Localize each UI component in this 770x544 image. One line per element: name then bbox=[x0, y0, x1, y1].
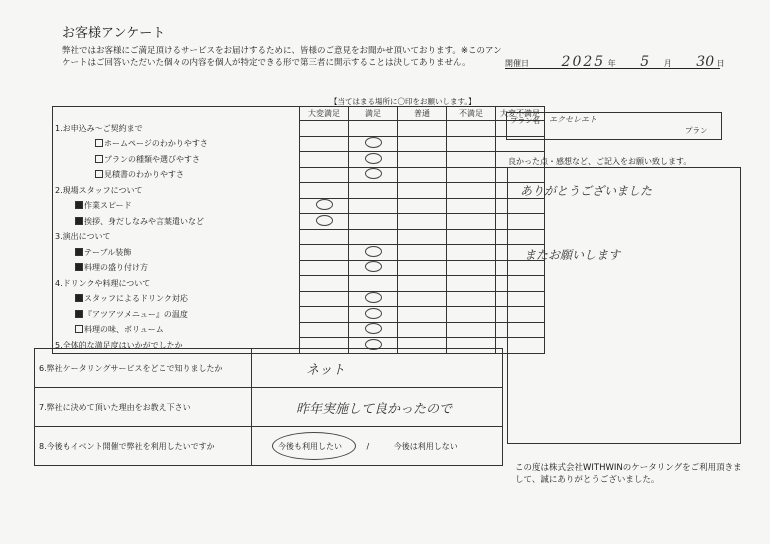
selected-circle-mark bbox=[365, 168, 382, 179]
rating-column-header: 大変満足 bbox=[300, 107, 349, 121]
rating-cell[interactable] bbox=[447, 198, 496, 214]
rating-cell[interactable] bbox=[300, 291, 349, 307]
rating-cell[interactable] bbox=[349, 229, 398, 245]
q8-label: 8.今後もイベント開催で弊社を利用したいですか bbox=[35, 427, 252, 466]
feedback-box[interactable] bbox=[507, 167, 741, 444]
checkbox-icon bbox=[75, 294, 83, 302]
rating-cell[interactable] bbox=[447, 214, 496, 230]
question-cell bbox=[53, 136, 300, 152]
question-row bbox=[53, 121, 545, 137]
checkbox-icon bbox=[95, 155, 103, 163]
rating-cell[interactable] bbox=[349, 322, 398, 338]
question-label: 2.現場スタッフについて bbox=[55, 185, 143, 195]
rating-cell[interactable] bbox=[300, 198, 349, 214]
event-day: 30 bbox=[696, 54, 715, 70]
rating-cell[interactable] bbox=[398, 167, 447, 183]
rating-cell[interactable] bbox=[398, 121, 447, 137]
question-label: 料理の盛り付け方 bbox=[84, 263, 148, 273]
question-cell bbox=[53, 229, 300, 245]
rating-cell[interactable] bbox=[300, 276, 349, 292]
rating-table bbox=[52, 106, 545, 354]
rating-cell[interactable] bbox=[447, 152, 496, 168]
question-cell bbox=[53, 214, 300, 230]
checkbox-icon bbox=[75, 263, 83, 271]
checkbox-icon bbox=[75, 248, 83, 256]
selected-circle-mark bbox=[365, 323, 382, 334]
year-unit: 年 bbox=[607, 59, 616, 68]
selected-circle-mark bbox=[365, 292, 382, 303]
q8-option-yes[interactable] bbox=[278, 442, 345, 451]
q8-option-no[interactable]: 今後は利用しない bbox=[393, 441, 458, 451]
rating-cell[interactable] bbox=[349, 260, 398, 276]
rating-cell[interactable] bbox=[398, 245, 447, 261]
rating-cell[interactable] bbox=[398, 291, 447, 307]
q8-row bbox=[35, 427, 503, 466]
q6-label: 6.弊社ケータリングサービスをどこで知りましたか bbox=[35, 349, 252, 388]
selected-circle-mark bbox=[365, 153, 382, 164]
rating-cell[interactable] bbox=[300, 260, 349, 276]
rating-cell[interactable] bbox=[447, 276, 496, 292]
checkbox-icon bbox=[95, 139, 103, 147]
feedback-label: 良かった点・感想など、ご記入をお願い致します。 bbox=[508, 157, 692, 166]
question-label: スタッフによるドリンク対応 bbox=[84, 294, 188, 304]
checkbox-icon bbox=[75, 325, 83, 333]
question-label: 4.ドリンクや料理について bbox=[55, 278, 151, 288]
rating-cell[interactable] bbox=[349, 214, 398, 230]
q7-answer: 昨年実施して良かったので bbox=[296, 401, 453, 417]
checkbox-icon bbox=[75, 201, 83, 209]
rating-cell[interactable] bbox=[398, 214, 447, 230]
rating-cell[interactable] bbox=[398, 152, 447, 168]
survey-intro: 弊社ではお客様にご満足頂けるサービスをお届けするために、皆様のご意見をお聞かせ頂いております。※このアンケートはご回答いただいた個々の内容を個人が特定できる形で第三者に開示することは決してありません。 bbox=[62, 46, 502, 68]
selected-circle-mark bbox=[316, 199, 333, 210]
checkbox-icon bbox=[75, 310, 83, 318]
rating-cell[interactable] bbox=[398, 183, 447, 199]
event-month: 5 bbox=[640, 54, 650, 70]
day-unit: 日 bbox=[716, 59, 725, 68]
question-cell bbox=[53, 183, 300, 199]
question-cell bbox=[53, 167, 300, 183]
selected-circle-mark bbox=[365, 261, 382, 272]
rating-cell[interactable] bbox=[398, 229, 447, 245]
question-row bbox=[53, 245, 545, 261]
q7-label: 7.弊社に決めて頂いた理由をお教え下さい bbox=[35, 388, 252, 427]
month-unit: 月 bbox=[663, 59, 672, 68]
question-label: 『アツアツメニュー』の温度 bbox=[84, 309, 188, 319]
question-cell bbox=[53, 322, 300, 338]
rating-cell[interactable] bbox=[447, 322, 496, 338]
question-label: 5.全体的な満足度はいかがでしたか bbox=[55, 340, 183, 350]
plan-suffix: プラン bbox=[685, 126, 708, 135]
rating-cell[interactable] bbox=[349, 307, 398, 323]
rating-cell[interactable] bbox=[447, 229, 496, 245]
selected-circle-mark bbox=[365, 308, 382, 319]
checkbox-icon bbox=[75, 217, 83, 225]
rating-column-header: 普通 bbox=[398, 107, 447, 121]
question-cell bbox=[53, 291, 300, 307]
q8-separator: / bbox=[366, 441, 370, 451]
rating-cell[interactable] bbox=[349, 167, 398, 183]
plan-label: プラン名 bbox=[510, 116, 540, 125]
date-underline bbox=[505, 68, 720, 69]
rating-cell[interactable] bbox=[300, 121, 349, 137]
question-row bbox=[53, 183, 545, 199]
survey-title: お客様アンケート bbox=[62, 26, 166, 41]
rating-column-header: 不満足 bbox=[447, 107, 496, 121]
rating-cell[interactable] bbox=[398, 322, 447, 338]
question-label: 挨拶、身だしなみや言葉遣いなど bbox=[84, 216, 204, 226]
checkbox-icon bbox=[95, 170, 103, 178]
rating-cell[interactable] bbox=[300, 245, 349, 261]
open-questions-table bbox=[34, 348, 503, 466]
q6-answer: ネット bbox=[306, 362, 346, 378]
event-year: 2025 bbox=[561, 54, 606, 70]
plan-value: エクセレエト bbox=[549, 115, 597, 124]
rating-column-header: 満足 bbox=[349, 107, 398, 121]
instruction-note: 【当てはまる場所に〇印をお願いします。】 bbox=[330, 97, 476, 106]
question-row bbox=[53, 214, 545, 230]
q6-row bbox=[35, 349, 503, 388]
rating-cell[interactable] bbox=[300, 322, 349, 338]
thanks-message: この度は株式会社WITHWINのケータリングをご利用頂きまして、誠にありがとうございました。 bbox=[515, 463, 742, 485]
rating-cell[interactable] bbox=[349, 136, 398, 152]
question-row bbox=[53, 307, 545, 323]
question-row bbox=[53, 198, 545, 214]
rating-cell[interactable] bbox=[300, 214, 349, 230]
rating-cell[interactable] bbox=[349, 198, 398, 214]
question-label: テーブル装飾 bbox=[84, 247, 132, 257]
selected-circle-mark bbox=[365, 137, 382, 148]
selected-circle-mark bbox=[365, 246, 382, 257]
rating-header-blank bbox=[53, 107, 300, 121]
rating-cell[interactable] bbox=[349, 121, 398, 137]
rating-header-row bbox=[53, 107, 545, 121]
rating-cell[interactable] bbox=[398, 198, 447, 214]
rating-cell[interactable] bbox=[300, 307, 349, 323]
question-row bbox=[53, 322, 545, 338]
question-row bbox=[53, 136, 545, 152]
plan-name-box[interactable] bbox=[506, 112, 722, 140]
event-date-label: 開催日 bbox=[505, 59, 529, 68]
q7-answer-cell[interactable] bbox=[252, 388, 503, 427]
rating-cell[interactable] bbox=[300, 136, 349, 152]
q8-option-yes-label: 今後も利用したい bbox=[278, 441, 342, 451]
q7-row bbox=[35, 388, 503, 427]
rating-cell[interactable] bbox=[447, 183, 496, 199]
rating-cell[interactable] bbox=[300, 183, 349, 199]
rating-cell[interactable] bbox=[349, 276, 398, 292]
selected-circle-mark bbox=[316, 215, 333, 226]
feedback-line-1: ありがとうございました bbox=[520, 184, 653, 198]
q8-answer-cell bbox=[252, 427, 503, 466]
question-cell bbox=[53, 276, 300, 292]
question-label: 作業スピード bbox=[84, 201, 132, 211]
rating-column-header: 大変不満足 bbox=[496, 107, 545, 121]
question-cell bbox=[53, 121, 300, 137]
rating-cell[interactable] bbox=[447, 136, 496, 152]
question-label: 1.お申込み〜ご契約まで bbox=[55, 123, 143, 133]
question-row bbox=[53, 229, 545, 245]
question-cell bbox=[53, 245, 300, 261]
rating-cell[interactable] bbox=[349, 245, 398, 261]
q8-selection-circle bbox=[272, 432, 356, 460]
q6-answer-cell[interactable] bbox=[252, 349, 503, 388]
question-row bbox=[53, 291, 545, 307]
question-cell bbox=[53, 260, 300, 276]
question-label: ホームページのわかりやすさ bbox=[104, 139, 208, 149]
rating-cell[interactable] bbox=[447, 291, 496, 307]
feedback-line-2: またお願いします bbox=[524, 248, 621, 262]
rating-cell[interactable] bbox=[300, 229, 349, 245]
rating-cell[interactable] bbox=[447, 121, 496, 137]
question-label: プランの種類や選びやすさ bbox=[104, 154, 200, 164]
question-cell bbox=[53, 198, 300, 214]
rating-cell[interactable] bbox=[447, 245, 496, 261]
rating-cell[interactable] bbox=[398, 307, 447, 323]
question-row bbox=[53, 167, 545, 183]
rating-cell[interactable] bbox=[447, 167, 496, 183]
question-label: 3.演出について bbox=[55, 232, 111, 242]
rating-cell[interactable] bbox=[349, 183, 398, 199]
rating-cell[interactable] bbox=[398, 136, 447, 152]
question-label: 料理の味、ボリューム bbox=[84, 325, 164, 335]
question-cell bbox=[53, 152, 300, 168]
rating-cell[interactable] bbox=[349, 291, 398, 307]
question-label: 見積書のわかりやすさ bbox=[104, 170, 184, 180]
question-row bbox=[53, 260, 545, 276]
rating-cell[interactable] bbox=[300, 167, 349, 183]
rating-cell[interactable] bbox=[349, 152, 398, 168]
question-row bbox=[53, 152, 545, 168]
question-cell bbox=[53, 307, 300, 323]
rating-cell[interactable] bbox=[447, 260, 496, 276]
rating-cell[interactable] bbox=[447, 307, 496, 323]
question-row bbox=[53, 276, 545, 292]
rating-cell[interactable] bbox=[398, 260, 447, 276]
rating-cell[interactable] bbox=[300, 152, 349, 168]
rating-cell[interactable] bbox=[398, 276, 447, 292]
